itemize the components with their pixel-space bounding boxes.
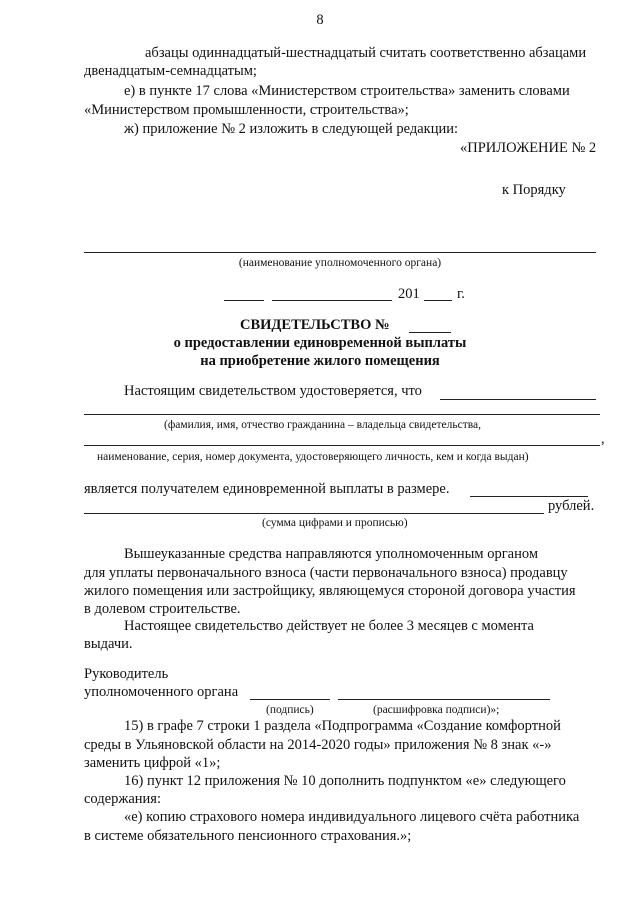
signature-decode-line — [338, 699, 550, 700]
signature-caption: (подпись) — [266, 704, 314, 716]
certificate-number-line — [409, 332, 451, 333]
body-paragraph-line: в долевом строительстве. — [84, 601, 241, 617]
certify-fill-line — [440, 399, 596, 400]
intro-line: абзацы одиннадцатый-шестнадцатый считать соответственно абзацами — [145, 45, 587, 61]
appendix-subtitle: к Порядку — [502, 182, 566, 198]
body-paragraph-line: Вышеуказанные средства направляются уполномоченным органом — [124, 546, 539, 562]
body-paragraph-line: жилого помещения или застройщику, являющемуся стороной договора участия — [84, 583, 576, 599]
amount-fill-line — [470, 496, 588, 497]
date-month-line — [272, 300, 392, 301]
certificate-subtitle: на приобретение жилого помещения — [200, 353, 440, 369]
certificate-subtitle: о предоставлении единовременной выплаты — [173, 335, 467, 351]
appendix-title: «ПРИЛОЖЕНИЕ № 2 — [460, 140, 597, 156]
identity-document-caption: наименование, серия, номер документа, удостоверяющего личность, кем и когда выдан) — [97, 451, 529, 463]
intro-line: двенадцатым-семнадцатым; — [84, 63, 257, 79]
authority-name-caption: (наименование уполномоченного органа) — [238, 257, 442, 269]
page-number: 8 — [316, 12, 324, 28]
holder-name-caption: (фамилия, имя, отчество гражданина – владельца свидетельства, — [164, 419, 482, 431]
date-year-line — [424, 300, 452, 301]
head-title: Руководитель — [84, 666, 169, 682]
amendment-item-line: среды в Ульяновской области на 2014-2020 годы» приложения № 8 знак «-» — [84, 737, 552, 753]
amendment-item-line: заменить цифрой «1»; — [84, 755, 221, 771]
date-year-prefix: 201 — [398, 286, 420, 302]
intro-line: «Министерством промышленности, строительства»; — [84, 102, 409, 118]
body-paragraph-line: для уплаты первоначального взноса (части первоначального взноса) продавцу — [84, 565, 568, 581]
certify-text: Настоящим свидетельством удостоверяется, что — [124, 383, 422, 399]
identity-document-line — [84, 445, 600, 446]
body-paragraph-line: выдачи. — [84, 636, 133, 652]
signature-line — [250, 699, 330, 700]
identity-line-comma: , — [601, 431, 605, 447]
date-year-suffix: г. — [457, 286, 465, 302]
intro-line: ж) приложение № 2 изложить в следующей редакции: — [124, 121, 459, 137]
amendment-item-line: в системе обязательного пенсионного страхования.»; — [84, 828, 412, 844]
amendment-item-line: «е) копию страхового номера индивидуального лицевого счёта работника — [124, 809, 580, 825]
rubles-label: рублей. — [548, 498, 595, 514]
recipient-text: является получателем единовременной выплаты в размере. — [84, 481, 450, 497]
amendment-item-line: 16) пункт 12 приложения № 10 дополнить подпунктом «е» следующего — [124, 773, 566, 789]
certificate-title: СВИДЕТЕЛЬСТВО № — [240, 317, 390, 333]
head-title: уполномоченного органа — [84, 684, 239, 700]
body-paragraph-line: Настоящее свидетельство действует не более 3 месяцев с момента — [124, 618, 534, 634]
amendment-item-line: 15) в графе 7 строки 1 раздела «Подпрограмма «Создание комфортной — [124, 718, 561, 734]
date-day-line — [224, 300, 264, 301]
amendment-item-line: содержания: — [84, 791, 162, 807]
amount-caption: (сумма цифрами и прописью) — [262, 517, 408, 529]
amount-words-line — [84, 513, 544, 514]
authority-name-line — [84, 252, 596, 253]
holder-name-line — [84, 414, 600, 415]
intro-line: е) в пункте 17 слова «Министерством строительства» заменить словами — [124, 83, 570, 99]
signature-decode-caption: (расшифровка подписи)»; — [373, 704, 500, 716]
